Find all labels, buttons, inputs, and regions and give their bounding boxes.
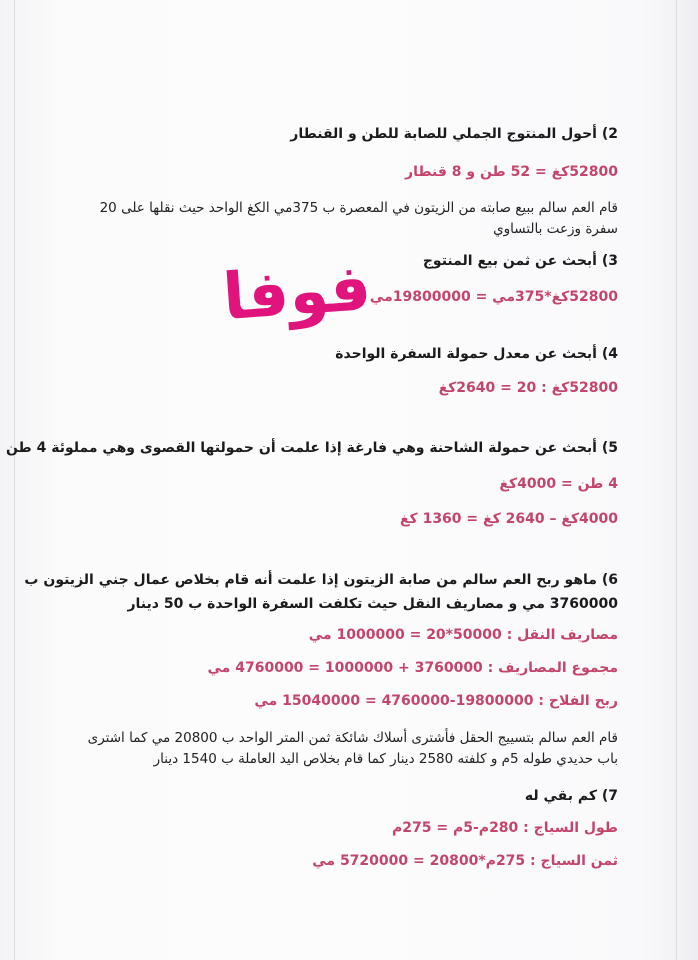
question-7: 7) كم بقي له bbox=[524, 788, 618, 804]
answer-3: 52800كغ*375مي = 19800000مي bbox=[369, 289, 618, 305]
answer-6-profit: ربح الفلاح : 19800000-4760000 = 15040000 مي bbox=[254, 693, 618, 709]
problem-paragraph-1: قام العم سالم ببيع صابته من الزيتون في المعصرة ب 375مي الكغ الواحد حيث نقلها على 20 سفرة وزعت بالتساوي bbox=[99, 200, 618, 237]
answer-7-fence-cost: ثمن السياج : 275م*20800 = 5720000 مي bbox=[312, 853, 618, 869]
question-3: 3) أبحث عن ثمن بيع المنتوج bbox=[422, 253, 618, 269]
answer-6-total-expenses: مجموع المصاريف : 3760000 + 1000000 = 4760000 مي bbox=[207, 660, 618, 676]
answer-5-line-1: 4 طن = 4000كغ bbox=[499, 476, 618, 492]
answer-5-line-2: 4000كغ – 2640 كغ = 1360 كغ bbox=[399, 511, 618, 527]
question-6-line-2: 3760000 مي و مصاريف النقل حيث تكلفت السفرة الواحدة ب 50 دينار bbox=[127, 596, 618, 612]
answer-2: 52800كغ = 52 طن و 8 قنطار bbox=[405, 164, 618, 180]
question-5: 5) أبحث عن حمولة الشاحنة وهي فارغة إذا علمت أن حمولتها القصوى وهي مملوئة 4 طن bbox=[5, 440, 618, 456]
page-edge-left bbox=[14, 0, 15, 960]
question-2: 2) أحول المنتوج الجملي للصابة للطن و القنطار bbox=[290, 126, 618, 142]
problem-paragraph-2: قام العم سالم بتسييج الحقل فأشترى أسلاك شائكة ثمن المتر الواحد ب 20800 مي كما اشترى باب حديدي طوله 5م و كلفته 2580 دينار كما قام بخلاص اليد العاملة ب 1540 دينار bbox=[87, 730, 618, 767]
answer-6-transport: مصاريف النقل : 50000*20 = 1000000 مي bbox=[308, 627, 618, 643]
page-edge-right bbox=[676, 0, 677, 960]
question-4: 4) أبحث عن معدل حمولة السفرة الواحدة bbox=[335, 346, 618, 362]
watermark-stamp: فوفا bbox=[220, 250, 374, 336]
answer-7-fence-length: طول السياج : 280م-5م = 275م bbox=[391, 820, 618, 836]
answer-4: 52800كغ : 20 = 2640كغ bbox=[438, 380, 618, 396]
question-6-line-1: 6) ماهو ربح العم سالم من صابة الزيتون إذا علمت أنه قام بخلاص عمال جني الزيتون ب bbox=[24, 572, 618, 588]
